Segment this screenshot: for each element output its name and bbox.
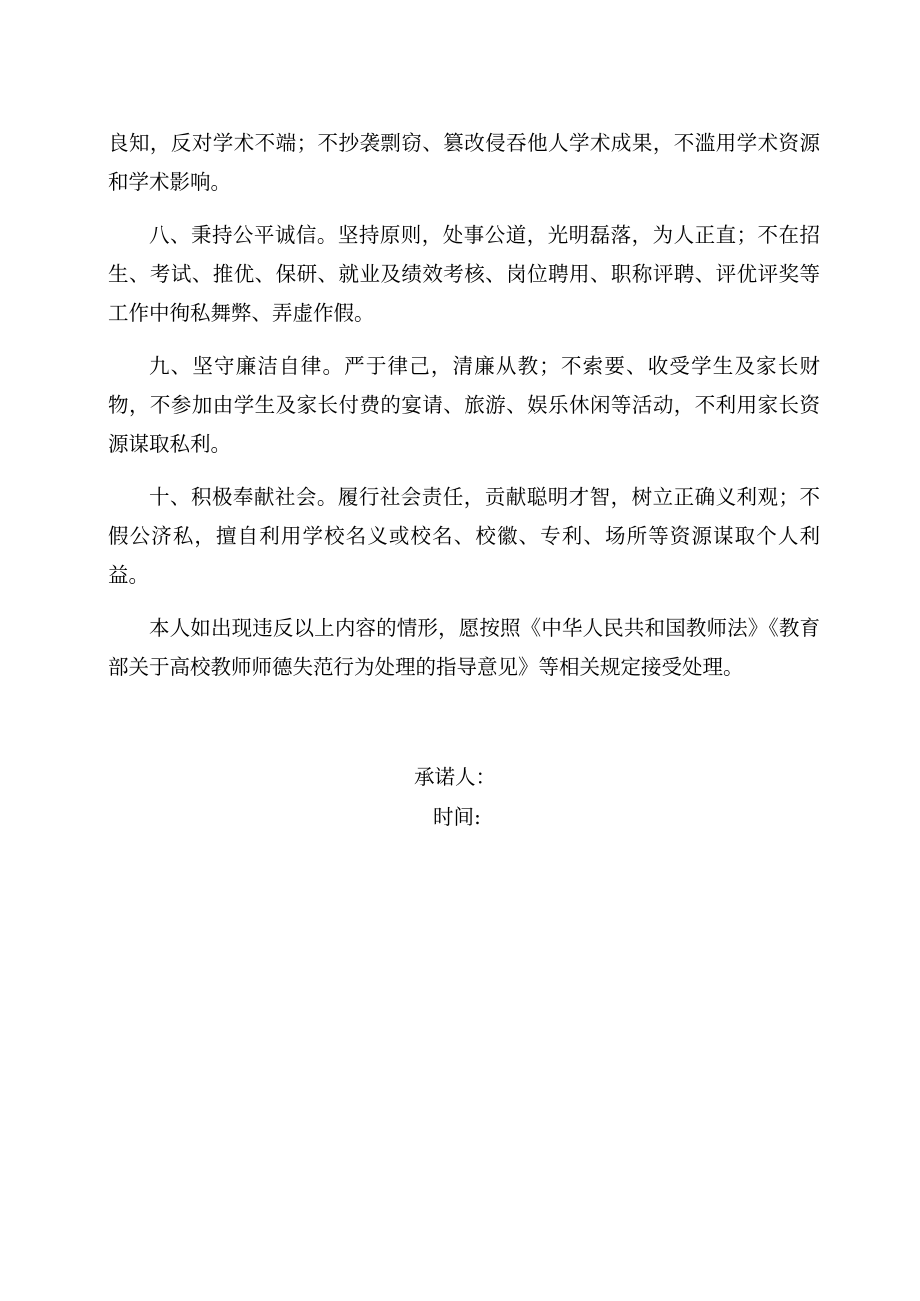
paragraph-item-10: 十、积极奉献社会。履行社会责任，贡献聪明才智，树立正确义利观；不假公济私，擅自利用学校名义或校名、校徽、专利、场所等资源谋取个人利益。 — [108, 485, 820, 587]
date-label: 时间: — [433, 805, 481, 829]
paragraph-item-8: 八、秉持公平诚信。坚持原则，处事公道，光明磊落，为人正直；不在招生、考试、推优、保研、就业及绩效考核、岗位聘用、职称评聘、评优评奖等工作中徇私舞弊、弄虚作假。 — [108, 223, 820, 325]
signature-block — [0, 757, 920, 837]
paragraph-item-9: 九、坚守廉洁自律。严于律己，清廉从教；不索要、收受学生及家长财物，不参加由学生及家长付费的宴请、旅游、娱乐休闲等活动，不利用家长资源谋取私利。 — [108, 354, 820, 456]
signer-label: 承诺人： — [414, 765, 496, 789]
document-body — [108, 124, 820, 701]
paragraph-pledge-statement: 本人如出现违反以上内容的情形，愿按照《中华人民共和国教师法》《教育部关于高校教师师德失范行为处理的指导意见》等相关规定接受处理。 — [108, 616, 820, 679]
paragraph-continuation: 良知，反对学术不端；不抄袭剽窃、篡改侵吞他人学术成果，不滥用学术资源和学术影响。 — [108, 131, 820, 194]
